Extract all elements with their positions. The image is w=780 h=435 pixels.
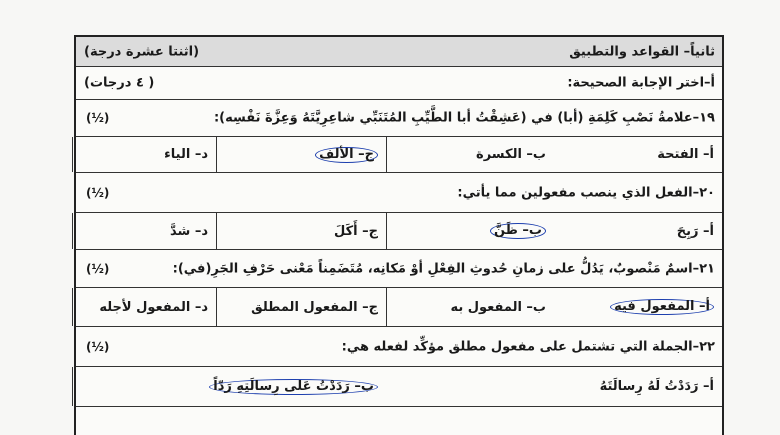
question-20-stem: ٢٠–الفعل الذي ينصب مفعولين مما يأتي: [457, 185, 715, 200]
question-20-mark: (½) [86, 185, 110, 200]
answer-circle-marker: ب– ظَنَّ [490, 223, 546, 239]
q19-option-a[interactable]: أ– الفتحة [657, 147, 714, 162]
q19-option-d[interactable]: د– الياء [72, 137, 216, 172]
q22-option-b[interactable] [72, 367, 386, 406]
q20-option-b[interactable] [386, 213, 554, 249]
q21-option-b[interactable]: ب– المفعول به [386, 288, 554, 326]
q21-option-a[interactable] [554, 288, 722, 326]
q20-option-c[interactable]: ج– أَكَلَ [216, 213, 386, 249]
section-total: (اثنتا عشرة درجة) [84, 44, 200, 59]
q20-option-d[interactable]: د– شدَّ [72, 213, 216, 249]
question-21-options-row [76, 288, 722, 327]
question-21-stem: ٢١–اسمٌ مَنْصوبٌ، يَدُلُّ على زمانِ حُدوثِ الفِعْلِ أوْ مَكانِه، مُتَضَمِناً مَعْنى حَرْفِ الجَرِ(في): [172, 261, 715, 276]
question-22-stem-row [76, 327, 722, 367]
question-19-stem: ١٩–علامةُ نَصْبِ كَلِمَةِ (أبا) في (عَشِقْتُ أبا الطَّيِّبِ المُتَنَبِّي شاعِرِيَّتَهُ وَعِزَّةَ نَفْسِه): [213, 110, 715, 126]
question-19-options-row [76, 137, 722, 173]
question-21-stem-row [76, 250, 722, 288]
answer-circle-marker: أ– المفعول فيه [610, 299, 714, 315]
q19-option-b[interactable]: ب– الكسرة [386, 137, 554, 172]
question-20-options-row [76, 213, 722, 250]
question-21-mark: (½) [86, 261, 110, 276]
section-header [76, 37, 722, 67]
question-22-mark: (½) [86, 339, 110, 354]
answer-circle-marker: ب– رَدَدْتُ عَلى رِسالَتِهِ رَدّاً [209, 379, 378, 395]
q20-option-a[interactable]: أ– رَبِحَ [676, 223, 714, 239]
exam-sheet [74, 35, 724, 435]
section-title: ثانياً– القواعد والتطبيق [569, 44, 715, 59]
part-a-points: ( ٤ درجات) [84, 75, 155, 91]
answer-circle-marker: ج– الألف [315, 147, 378, 163]
q22-option-a[interactable]: أ– رَدَدْتُ لَهُ رِسالَتَهُ [599, 379, 714, 394]
question-22-options-row [76, 367, 722, 407]
q21-option-d[interactable]: د– المفعول لأجله [72, 288, 216, 326]
q19-option-c[interactable] [216, 137, 386, 172]
question-19-stem-row [76, 100, 722, 137]
question-19-mark: (½) [86, 111, 110, 125]
q21-option-c[interactable]: ج– المفعول المطلق [216, 288, 386, 326]
part-a-instruction: أ–اختر الإجابة الصحيحة: [567, 75, 715, 91]
part-a-instruction-row [76, 67, 722, 100]
question-22-stem: ٢٢–الجملة التي تشتمل على مفعول مطلق مؤكِّد لفعله هي: [341, 339, 715, 354]
question-20-stem-row [76, 173, 722, 213]
